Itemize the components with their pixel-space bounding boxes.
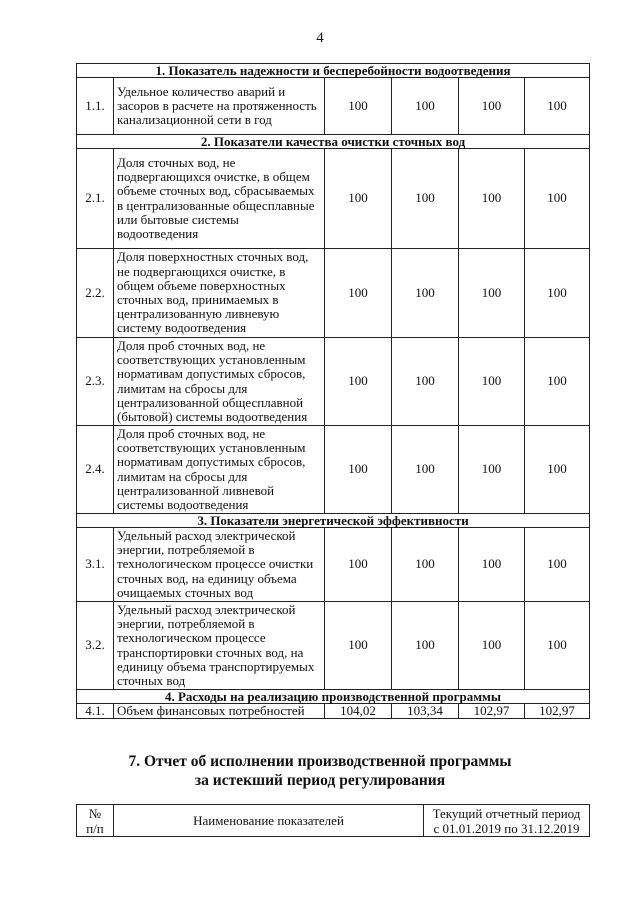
column-header-number-line-2: п/п	[86, 820, 104, 836]
indicator-value: 100	[525, 78, 590, 135]
column-header-period	[424, 805, 590, 837]
table-row	[77, 426, 590, 514]
row-number: 4.1.	[77, 704, 114, 719]
indicator-name: Доля поверхностных сточных вод, не подвергающихся очистке, в общем объеме поверхностных сточных вод, принимаемых в централизованную ливневую систему водоотведения	[114, 249, 325, 338]
indicator-name: Доля проб сточных вод, не соответствующих установленным нормативам допустимых сбросов, лимитам на сбросы для централизованной общесплавной (бытовой) системы водоотведения	[114, 338, 325, 426]
table-row	[77, 704, 590, 719]
indicator-value: 103,34	[392, 704, 459, 719]
indicator-value: 100	[392, 78, 459, 135]
table-row	[77, 149, 590, 249]
indicator-value: 100	[325, 249, 392, 338]
report-heading	[0, 752, 640, 790]
indicator-value: 100	[459, 602, 525, 690]
indicator-value: 100	[392, 249, 459, 338]
section-header-row	[77, 690, 590, 704]
indicator-value: 102,97	[459, 704, 525, 719]
row-number: 3.1.	[77, 528, 114, 602]
report-table	[76, 804, 590, 837]
indicator-value: 100	[325, 602, 392, 690]
indicator-name: Удельный расход электрической энергии, потребляемой в технологическом процессе очистки сточных вод, на единицу объема очищаемых сточных вод	[114, 528, 325, 602]
row-number: 2.3.	[77, 338, 114, 426]
indicator-value: 100	[525, 338, 590, 426]
indicator-value: 100	[525, 528, 590, 602]
indicator-value: 104,02	[325, 704, 392, 719]
indicator-value: 100	[325, 149, 392, 249]
indicator-value: 100	[459, 426, 525, 514]
indicator-value: 102,97	[525, 704, 590, 719]
section-header-row	[77, 514, 590, 528]
section-title: 3. Показатели энергетической эффективности	[77, 514, 590, 528]
indicator-value: 100	[459, 249, 525, 338]
section-title: 4. Расходы на реализацию производственной программы	[77, 690, 590, 704]
indicator-value: 100	[459, 528, 525, 602]
indicator-value: 100	[325, 78, 392, 135]
indicator-value: 100	[525, 249, 590, 338]
row-number: 2.1.	[77, 149, 114, 249]
row-number: 1.1.	[77, 78, 114, 135]
indicator-value: 100	[459, 78, 525, 135]
indicator-value: 100	[325, 528, 392, 602]
column-header-name: Наименование показателей	[114, 805, 424, 837]
page-number: 4	[316, 30, 324, 46]
indicator-value: 100	[392, 528, 459, 602]
indicator-value: 100	[392, 602, 459, 690]
indicator-value: 100	[459, 338, 525, 426]
section-title: 1. Показатель надежности и бесперебойности водоотведения	[77, 64, 590, 78]
table-row	[77, 78, 590, 135]
indicator-value: 100	[459, 149, 525, 249]
section-header-row	[77, 135, 590, 149]
column-header-period-line-2: с 01.01.2019 по 31.12.2019	[433, 820, 580, 836]
indicators-table	[76, 63, 590, 719]
table-row	[77, 528, 590, 602]
indicator-value: 100	[325, 338, 392, 426]
indicator-value: 100	[525, 149, 590, 249]
indicator-name: Объем финансовых потребностей	[114, 704, 325, 719]
indicator-name: Удельное количество аварий и засоров в расчете на протяженность канализационной сети в год	[114, 78, 325, 135]
indicator-name: Доля сточных вод, не подвергающихся очистке, в общем объеме сточных вод, сбрасываемых в централизованные общесплавные или бытовые системы водоотведения	[114, 149, 325, 249]
row-number: 3.2.	[77, 602, 114, 690]
indicator-value: 100	[392, 149, 459, 249]
table-row	[77, 249, 590, 338]
column-header-number-line-1: №	[88, 805, 102, 821]
indicator-value: 100	[525, 602, 590, 690]
section-header-row	[77, 64, 590, 78]
column-header-period-line-1: Текущий отчетный период	[432, 805, 581, 821]
table-row	[77, 338, 590, 426]
indicator-value: 100	[525, 426, 590, 514]
indicator-value: 100	[392, 338, 459, 426]
column-header-number	[77, 805, 114, 837]
row-number: 2.2.	[77, 249, 114, 338]
report-heading-line-2: за истекший период регулирования	[194, 772, 446, 789]
section-title: 2. Показатели качества очистки сточных вод	[77, 135, 590, 149]
indicator-value: 100	[392, 426, 459, 514]
indicator-value: 100	[325, 426, 392, 514]
row-number: 2.4.	[77, 426, 114, 514]
indicator-name: Удельный расход электрической энергии, потребляемой в технологическом процессе транспортировки сточных вод, на единицу объема транспортируемых сточных вод	[114, 602, 325, 690]
table-row	[77, 602, 590, 690]
report-table-header-row	[77, 805, 590, 837]
report-heading-line-1: 7. Отчет об исполнении производственной программы	[128, 753, 512, 770]
indicator-name: Доля проб сточных вод, не соответствующих установленным нормативам допустимых сбросов, лимитам на сбросы для централизованной ливневой системы водоотведения	[114, 426, 325, 514]
